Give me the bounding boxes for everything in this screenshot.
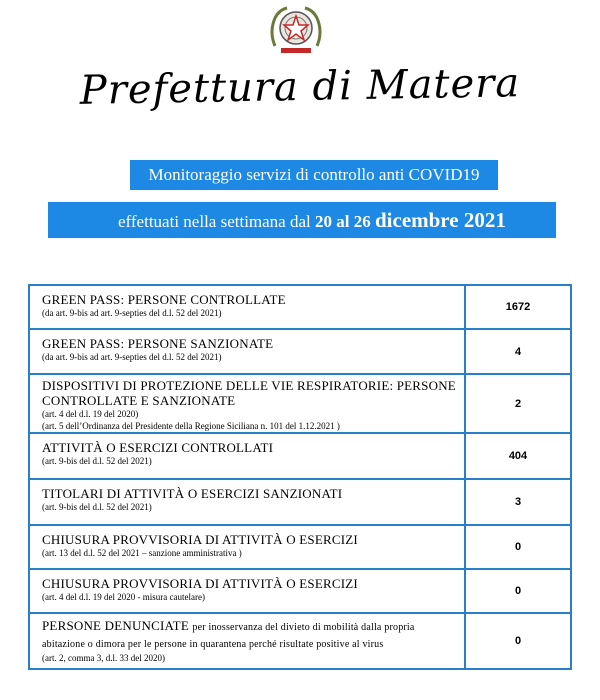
row-heading [42, 618, 456, 652]
row-heading: CHIUSURA PROVVISORIA DI ATTIVITÀ O ESERCIZI [42, 532, 358, 547]
page-title: Prefettura di Matera [79, 60, 521, 114]
row-note: (da art. 9-bis ad art. 9-septies del d.l. 52 del 2021) [42, 308, 222, 318]
row-note: (art. 9-bis del d.l. 52 del 2021) [42, 502, 152, 512]
week-month-year: dicembre 2021 [374, 208, 506, 232]
row-value: 1672 [505, 301, 531, 313]
week-banner [48, 202, 556, 238]
row-note: (art. 2, comma 3, d.l. 33 del 2020) [42, 653, 165, 663]
row-note: (art. 4 del d.l. 19 del 2020 - misura cautelare) [42, 592, 205, 602]
row-heading: TITOLARI DI ATTIVITÀ O ESERCIZI SANZIONATI [42, 486, 343, 501]
table-row [30, 434, 570, 480]
row-heading: CHIUSURA PROVVISORIA DI ATTIVITÀ O ESERCIZI [42, 576, 358, 591]
week-to: 26 [353, 212, 371, 231]
row-value: 3 [514, 496, 522, 508]
week-prefix: effettuati nella settimana dal [118, 212, 311, 231]
row-label-cell [30, 286, 466, 328]
row-note: (art. 9-bis del d.l. 52 del 2021) [42, 456, 152, 466]
table-row [30, 480, 570, 526]
table-row [30, 526, 570, 570]
row-value: 4 [514, 345, 522, 358]
row-label-cell [30, 375, 466, 432]
week-from: 20 [315, 212, 332, 231]
row-value: 404 [508, 450, 528, 462]
row-heading: GREEN PASS: PERSONE SANZIONATE [42, 336, 274, 351]
row-label-cell [30, 614, 466, 668]
table-row [30, 570, 570, 614]
italian-republic-emblem [265, 2, 327, 56]
row-label-cell [30, 330, 466, 373]
row-note: (da art. 9-bis ad art. 9-septies del d.l. 52 del 2021) [42, 352, 222, 362]
row-label-cell [30, 570, 466, 612]
table-row [30, 330, 570, 375]
table-row [30, 375, 570, 434]
row-heading-main: PERSONE DENUNCIATE [42, 618, 189, 633]
week-mid: al [336, 212, 350, 231]
controls-table [28, 284, 572, 670]
row-heading-inline: per inosservanza del divieto di mobilità dalla propria abitazione o dimora per le persone in quarantena perché risultate positive al virus [42, 622, 415, 650]
row-note: (art. 5 dell’Ordinanza del Presidente della Regione Siciliana n. 101 del 1.12.2021 ) [42, 421, 340, 431]
row-note: (art. 4 del d.l. 19 del 2020) [42, 409, 139, 419]
row-note: (art. 13 del d.l. 52 del 2021 – sanzione amministrativa ) [42, 548, 242, 558]
row-heading: GREEN PASS: PERSONE CONTROLLATE [42, 292, 286, 307]
row-value: 0 [514, 541, 522, 553]
row-label-cell [30, 526, 466, 568]
row-value: 0 [514, 635, 522, 647]
row-value: 0 [514, 585, 522, 597]
row-heading: DISPOSITIVI DI PROTEZIONE DELLE VIE RESPIRATORIE: PERSONE CONTROLLATE E SANZIONATE [42, 378, 456, 408]
row-label-cell [30, 480, 466, 524]
subtitle-banner: Monitoraggio servizi di controllo anti COVID19 [130, 160, 498, 190]
table-row [30, 614, 570, 668]
row-label-cell [30, 434, 466, 478]
table-row [30, 286, 570, 330]
row-heading: ATTIVITÀ O ESERCIZI CONTROLLATI [42, 440, 274, 455]
row-value: 2 [514, 397, 522, 410]
